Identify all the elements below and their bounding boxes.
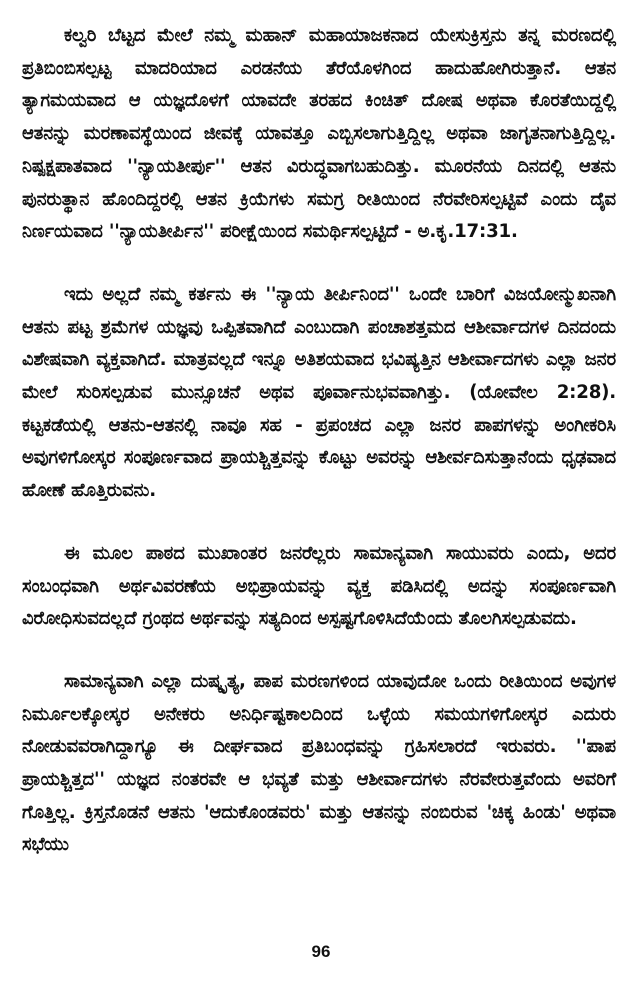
page-number: 96 (311, 942, 331, 961)
paragraph-4: ಸಾಮಾನ್ಯವಾಗಿ ಎಲ್ಲಾ ದುಷ್ಕೃತ್ಯ, ಪಾಪ ಮರಣಗಳಿಂದ ಯಾವುದೋ ಒಂದು ರೀತಿಯಿಂದ ಅವುಗಳ ನಿರ್ಮೂಲಕ್ಕೋಸ್ಕರ ಅನೇಕರು ಅನಿರ್ಧಿಷ್ಟಕಾಲದಿಂದ ಒಳ್ಳೆಯ ಸಮಯಗಳಿಗೋಸ್ಕರ ಎದುರು ನೋಡುವವರಾಗಿದ್ದಾಗ್ಯೂ ಈ ದೀರ್ಘವಾದ ಪ್ರತಿಬಂಧವನ್ನು ಗ್ರಹಿಸಲಾರದೆ ಇರುವರು. ''ಪಾಪ ಪ್ರಾಯಶ್ಚಿತ್ತದ'' ಯಜ್ಞದ ನಂತರವೇ ಆ ಭವ್ಯತೆ ಮತ್ತು ಆಶೀರ್ವಾದಗಳು ನೆರವೇರುತ್ತವೆಂದು ಅವರಿಗೆ ಗೊತ್ತಿಲ್ಲ. ಕ್ರಿಸ್ತನೊಡನೆ ಆತನು 'ಆದುಕೊಂಡವರು' ಮತ್ತು ಆತನನ್ನು ನಂಬಿರುವ 'ಚಿಕ್ಕ ಹಿಂಡು' ಅಥವಾ ಸಭೆಯು (22, 670, 616, 856)
paragraph-1: ಕಲ್ವರಿ ಬೆಟ್ಟದ ಮೇಲೆ ನಮ್ಮ ಮಹಾನ್ ಮಹಾಯಾಜಕನಾದ ಯೇಸುಕ್ರಿಸ್ತನು ತನ್ನ ಮರಣದಲ್ಲಿ ಪ್ರತಿಬಿಂಬಿಸಲ್ಪಟ್ಟ ಮಾದರಿಯಾದ ಎರಡನೆಯ ತೆರೆಯೊಳಗಿಂದ ಹಾದುಹೋಗಿರುತ್ತಾನೆ. ಆತನ ತ್ಯಾಗಮಯವಾದ ಆ ಯಜ್ಞದೊಳಗೆ ಯಾವದೇ ತರಹದ ಕಿಂಚಿತ್ ದೋಷ ಅಥವಾ ಕೊರತೆಯಿದ್ದಲ್ಲಿ ಆತನನ್ನು ಮರಣಾವಸ್ಥೆಯಿಂದ ಜೀವಕ್ಕೆ ಯಾವತ್ತೂ ಎಬ್ಬಿಸಲಾಗುತ್ತಿದ್ದಿಲ್ಲ ಅಥವಾ ಜಾಗೃತನಾಗುತ್ತಿದ್ದಿಲ್ಲ. ನಿಷ್ಪಕ್ಷಪಾತವಾದ ''ನ್ಯಾಯತೀರ್ಪು'' ಆತನ ವಿರುದ್ಧವಾಗಬಹುದಿತ್ತು. ಮೂರನೆಯ ದಿನದಲ್ಲಿ ಆತನು ಪುನರುತ್ಥಾನ ಹೊಂದಿದ್ದರಲ್ಲಿ ಆತನ ಕ್ರಿಯೆಗಳು ಸಮಗ್ರ ರೀತಿಯಿಂದ ನೆರವೇರಿಸಲ್ಪಟ್ಟಿವೆ ಎಂದು ದೈವ ನಿರ್ಣಯವಾದ ''ನ್ಯಾಯತೀರ್ಪಿನ'' ಪರೀಕ್ಷೆಯಿಂದ ಸಮರ್ಥಿಸಲ್ಪಟ್ಟಿದೆ - ಅ.ಕೃ.17:31. (22, 25, 616, 243)
paragraph-3: ಈ ಮೂಲ ಪಾಠದ ಮುಖಾಂತರ ಜನರೆಲ್ಲರು ಸಾಮಾನ್ಯವಾಗಿ ಸಾಯುವರು ಎಂದು, ಅದರ ಸಂಬಂಧವಾಗಿ ಅರ್ಥವಿವರಣೆಯ ಅಭಿಪ್ರಾಯವನ್ನು ವ್ಯಕ್ತ ಪಡಿಸಿದಲ್ಲಿ ಅದನ್ನು ಸಂಪೂರ್ಣವಾಗಿ ವಿರೋಧಿಸುವದಲ್ಲದೆ ಗ್ರಂಥದ ಅರ್ಥವನ್ನು ಸತ್ಯದಿಂದ ಅಸ್ಪಷ್ಟಗೊಳಿಸಿದೆಯೆಂದು ತೊಲಗಿಸಲ್ಪಡುವದು. (22, 542, 616, 630)
paragraph-2: ಇದು ಅಲ್ಲದೆ ನಮ್ಮ ಕರ್ತನು ಈ ''ನ್ಯಾಯ ತೀರ್ಪಿನಿಂದ'' ಒಂದೇ ಬಾರಿಗೆ ವಿಜಯೋನ್ಮುಖನಾಗಿ ಆತನು ಪಟ್ಟ ಶ್ರಮೆಗಳ ಯಜ್ಞವು ಒಪ್ಪಿತವಾಗಿದೆ ಎಂಬುದಾಗಿ ಪಂಚಾಶತ್ತಮದ ಆಶೀರ್ವಾದಗಳ ದಿನದಂದು ವಿಶೇಷವಾಗಿ ವ್ಯಕ್ತವಾಗಿದೆ. ಮಾತ್ರವಲ್ಲದೆ ಇನ್ನೂ ಅತಿಶಯವಾದ ಭವಿಷ್ಯತ್ತಿನ ಆಶೀರ್ವಾದಗಳು ಎಲ್ಲಾ ಜನರ ಮೇಲೆ ಸುರಿಸಲ್ಪಡುವ ಮುನ್ಸೂಚನೆ ಅಥವ ಪೂರ್ವಾನುಭವವಾಗಿತ್ತು. (ಯೋವೇಲ 2:28). ಕಟ್ಟಕಡೆಯಲ್ಲಿ ಆತನು-ಆತನಲ್ಲಿ ನಾವೂ ಸಹ - ಪ್ರಪಂಚದ ಎಲ್ಲಾ ಜನರ ಪಾಪಗಳನ್ನು ಅಂಗೀಕರಿಸಿ ಅವುಗಳಿಗೋಸ್ಕರ ಸಂಪೂರ್ಣವಾದ ಪ್ರಾಯಶ್ಚಿತ್ತವನ್ನು ಕೊಟ್ಟು ಅವರನ್ನು ಆಶೀರ್ವದಿಸುತ್ತಾನೆಂದು ಧೃಢವಾದ ಹೋಣೆ ಹೊತ್ತಿರುವನು. (22, 283, 616, 502)
